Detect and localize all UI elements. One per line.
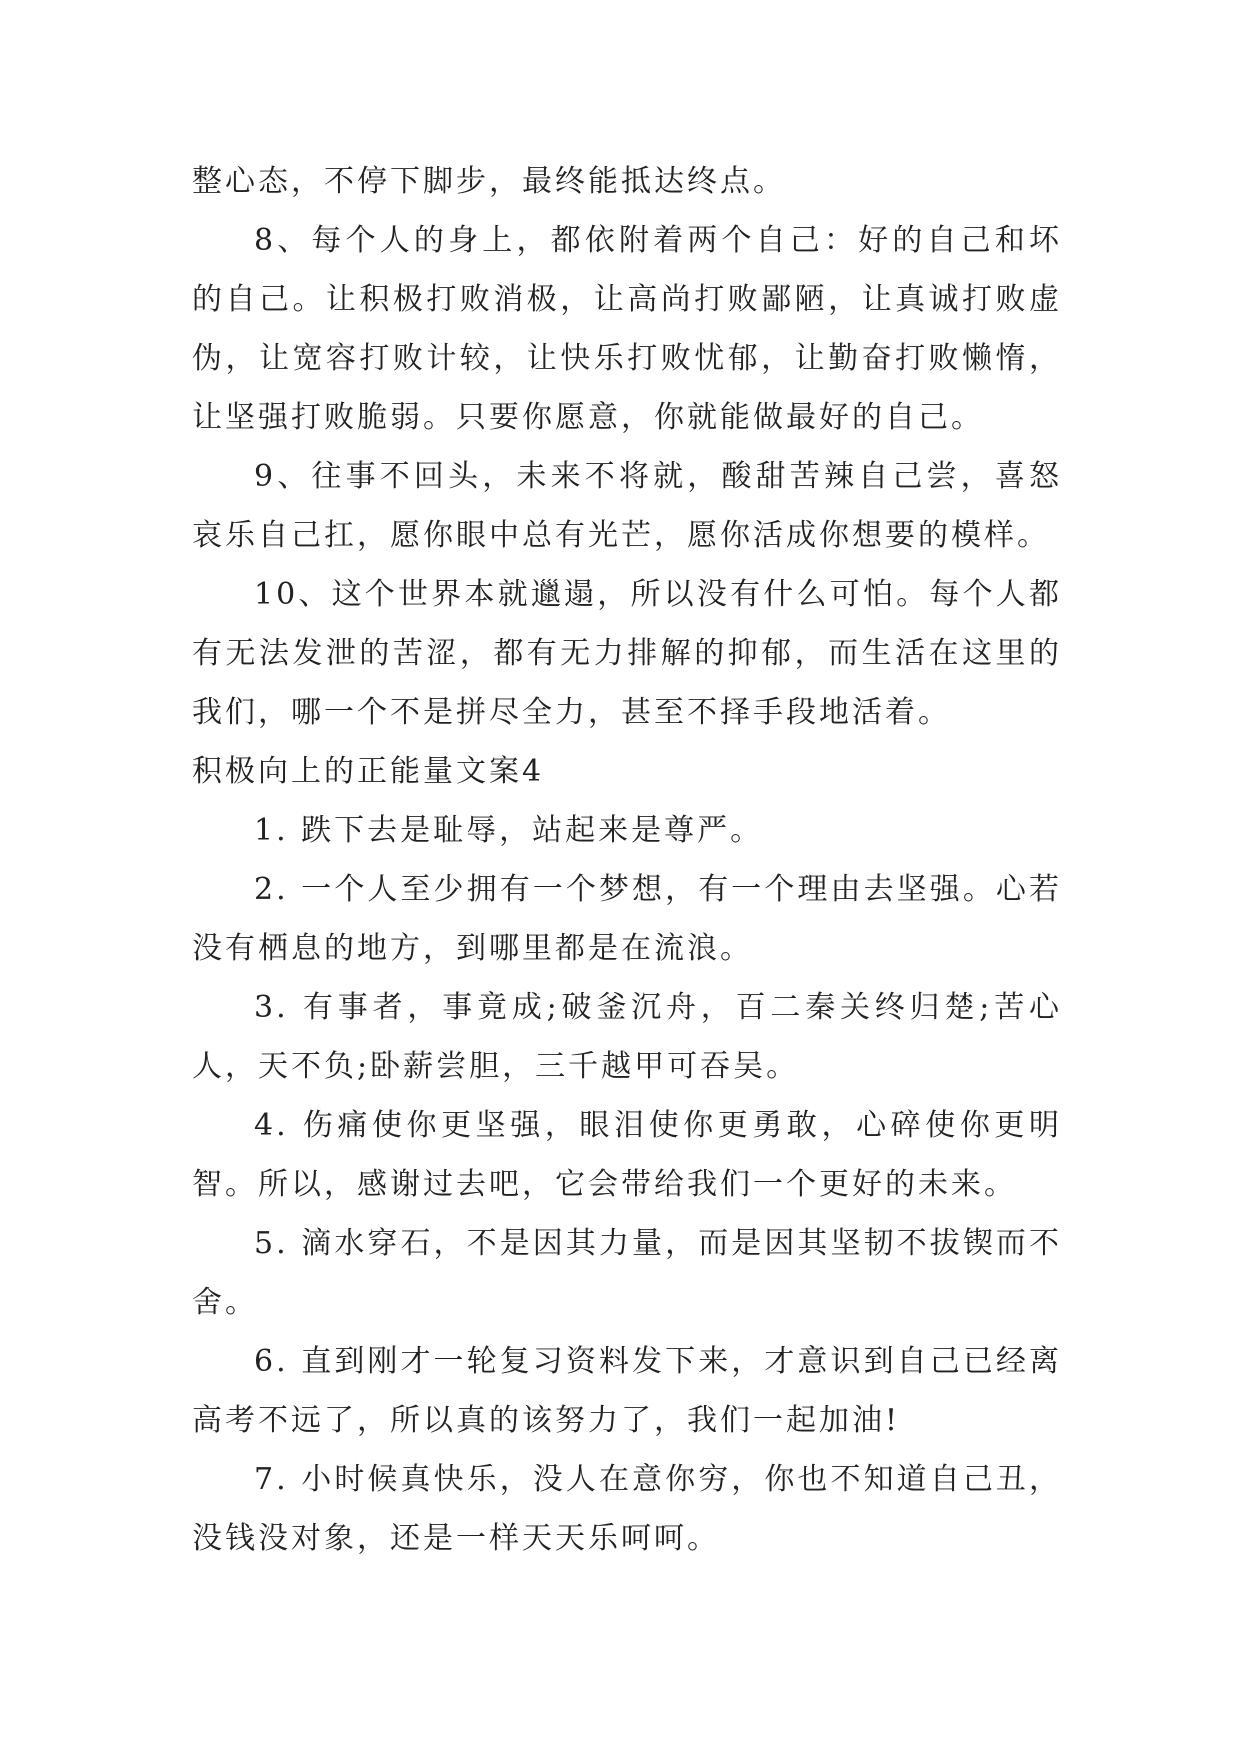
paragraph-continuation: 整心态，不停下脚步，最终能抵达终点。: [192, 164, 786, 199]
list-item-2: 2. 一个人至少拥有一个梦想，有一个理由去坚强。心若没有栖息的地方，到哪里都是在流浪。: [192, 872, 1062, 966]
paragraph-item-8: 8、每个人的身上，都依附着两个自己：好的自己和坏的自己。让积极打败消极，让高尚打败鄙陋，让真诚打败虚伪，让宽容打败计较，让快乐打败忧郁，让勤奋打败懒惰，让坚强打败脆弱。只要你愿意，你就能做最好的自己。: [192, 223, 1062, 435]
paragraph-item-9: 9、往事不回头，未来不将就，酸甜苦辣自己尝，喜怒哀乐自己扛，愿你眼中总有光芒，愿你活成你想要的模样。: [192, 459, 1062, 553]
paragraph-item-10: 10、这个世界本就邋遢，所以没有什么可怕。每个人都有无法发泄的苦涩，都有无力排解的抑郁，而生活在这里的我们，哪一个不是拼尽全力，甚至不择手段地活着。: [192, 577, 1062, 730]
list-item-1: 1. 跌下去是耻辱，站起来是尊严。: [254, 813, 764, 848]
section-title: 积极向上的正能量文案4: [192, 754, 545, 789]
list-item-4: 4. 伤痛使你更坚强，眼泪使你更勇敢，心碎使你更明智。所以，感谢过去吧，它会带给我们一个更好的未来。: [192, 1108, 1062, 1202]
list-item-5: 5. 滴水穿石，不是因其力量，而是因其坚韧不拔锲而不舍。: [192, 1226, 1062, 1320]
list-item-7: 7. 小时候真快乐，没人在意你穷，你也不知道自己丑，没钱没对象，还是一样天天乐呵呵。: [192, 1462, 1062, 1556]
list-item-6: 6. 直到刚才一轮复习资料发下来，才意识到自己已经离高考不远了，所以真的该努力了，我们一起加油!: [192, 1344, 1062, 1438]
list-item-3: 3. 有事者，事竟成;破釜沉舟，百二秦关终归楚;苦心人，天不负;卧薪尝胆，三千越甲可吞吴。: [192, 990, 1062, 1084]
document-body: [192, 152, 1062, 1568]
